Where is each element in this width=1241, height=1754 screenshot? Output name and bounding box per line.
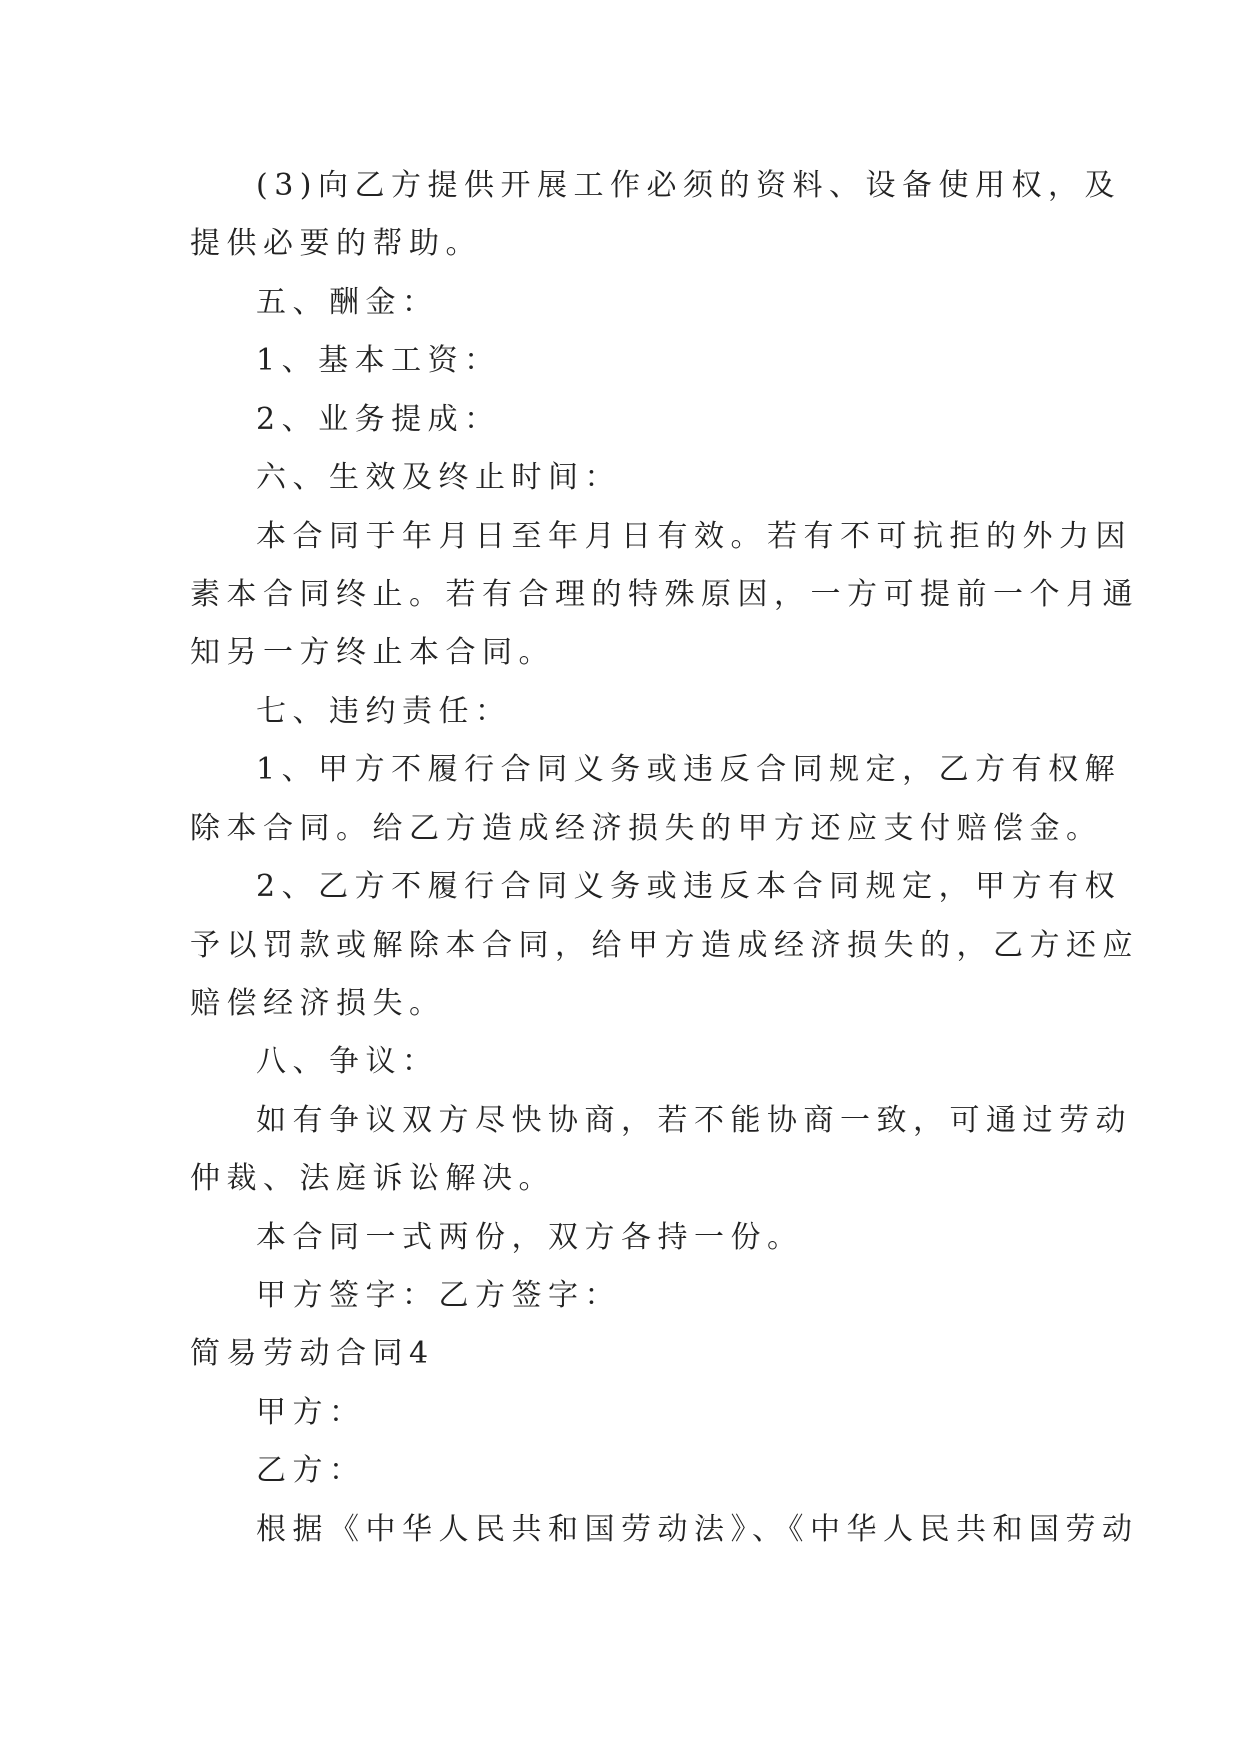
remuneration-base-salary: 1、基本工资：	[256, 343, 501, 378]
section-heading-term: 六、生效及终止时间：	[256, 460, 621, 495]
liability-2-line-3: 赔偿经济损失。	[190, 986, 446, 1021]
dispute-paragraph-line-1: 如有争议双方尽快协商，若不能协商一致，可通过劳动	[256, 1103, 1132, 1138]
clause-4-3-line-1: (3)向乙方提供开展工作必须的资料、设备使用权，及	[256, 168, 1121, 203]
dispute-paragraph-line-2: 仲裁、法庭诉讼解决。	[190, 1161, 555, 1196]
liability-2-line-2: 予以罚款或解除本合同，给甲方造成经济损失的，乙方还应	[190, 928, 1139, 963]
party-a-label: 甲方：	[256, 1395, 366, 1430]
signature-line: 甲方签字：乙方签字：	[256, 1278, 621, 1313]
term-paragraph-line-2: 素本合同终止。若有合理的特殊原因，一方可提前一个月通	[190, 577, 1139, 612]
party-b-label: 乙方：	[256, 1453, 366, 1488]
liability-2-line-1: 2、乙方不履行合同义务或违反本合同规定，甲方有权	[256, 869, 1122, 904]
term-paragraph-line-1: 本合同于年月日至年月日有效。若有不可抗拒的外力因	[256, 519, 1132, 554]
term-paragraph-line-3: 知另一方终止本合同。	[190, 635, 555, 670]
copies-statement: 本合同一式两份，双方各持一份。	[256, 1220, 804, 1255]
liability-1-line-2: 除本合同。给乙方造成经济损失的甲方还应支付赔偿金。	[190, 811, 1103, 846]
section-heading-liability: 七、违约责任：	[256, 694, 512, 729]
legal-basis-line-1: 根据《中华人民共和国劳动法》、《中华人民共和国劳动	[256, 1512, 1139, 1547]
section-heading-dispute: 八、争议：	[256, 1044, 439, 1079]
section-heading-remuneration: 五、酬金：	[256, 285, 439, 320]
remuneration-commission: 2、业务提成：	[256, 402, 501, 437]
contract-title: 简易劳动合同4	[190, 1336, 435, 1371]
liability-1-line-1: 1、甲方不履行合同义务或违反合同规定，乙方有权解	[256, 752, 1122, 787]
clause-4-3-line-2: 提供必要的帮助。	[190, 226, 482, 261]
